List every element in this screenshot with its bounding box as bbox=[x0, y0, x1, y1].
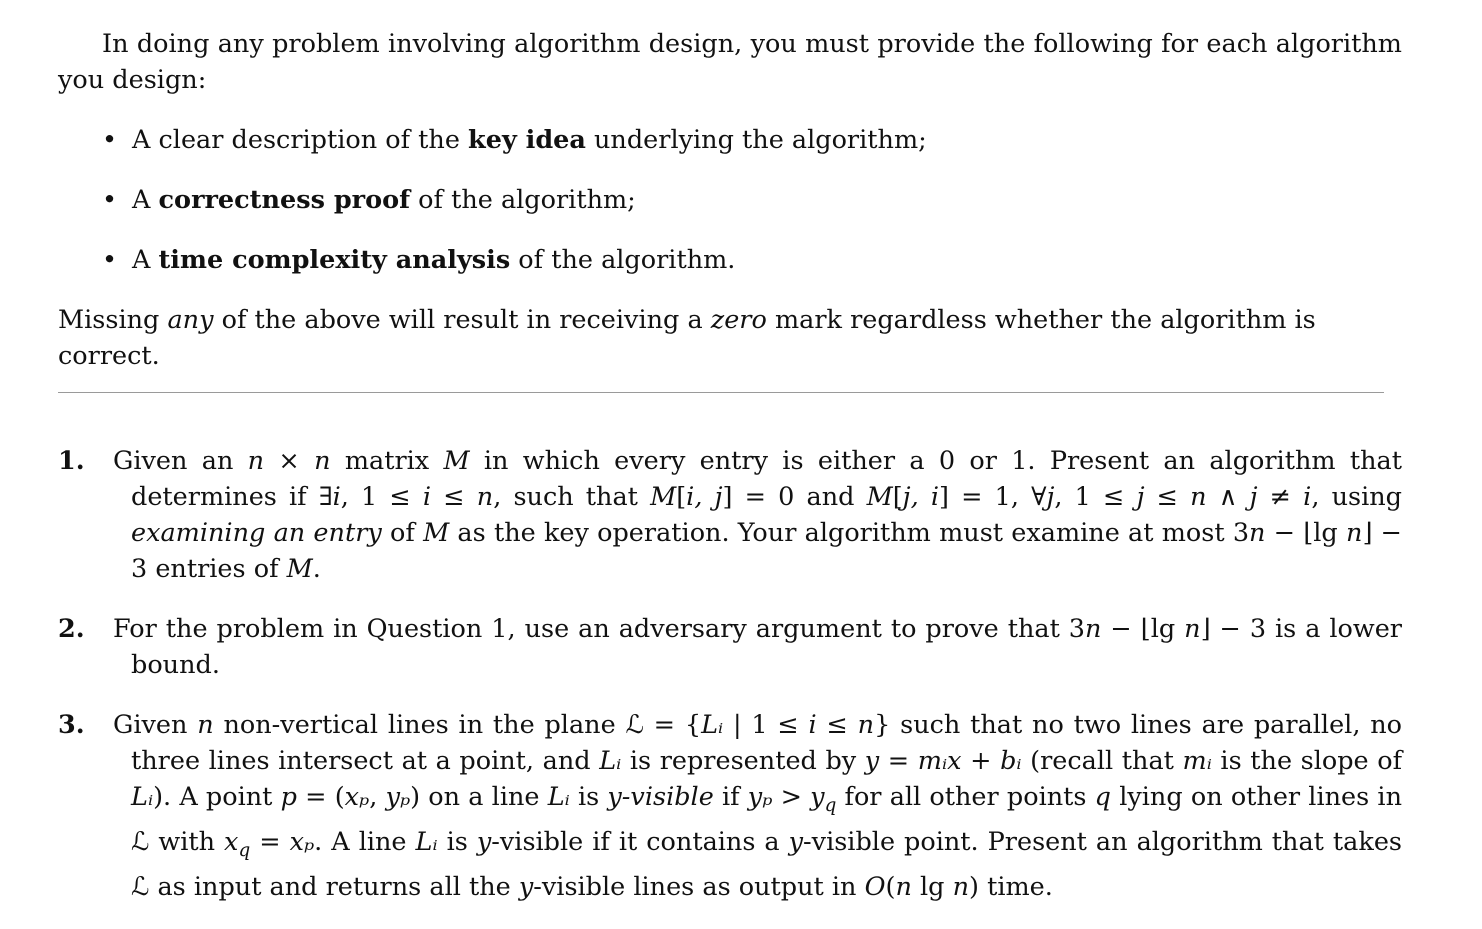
requirement-item: • A time complexity analysis of the algorithm. bbox=[132, 242, 1402, 278]
question-text-fragment: x bbox=[289, 827, 304, 858]
question-text-fragment: ᵢ bbox=[941, 746, 948, 776]
bullet-icon: • bbox=[102, 125, 118, 155]
question-text-fragment: M bbox=[443, 446, 470, 476]
question-text-fragment: (recall that bbox=[1021, 746, 1183, 776]
question-text-fragment: -visible point. Present an algorithm that takes bbox=[803, 827, 1403, 858]
question-text-fragment: ⌋ − 3 entries of bbox=[131, 518, 1402, 584]
question-text-fragment: i bbox=[1303, 482, 1312, 512]
question-text-fragment: ₚ bbox=[399, 782, 411, 812]
requirements-list bbox=[58, 122, 1402, 278]
question-text-fragment: y bbox=[810, 782, 825, 812]
question-text-fragment: L bbox=[547, 782, 565, 812]
question-text-fragment: ) time. bbox=[969, 872, 1053, 903]
question-text-fragment: i, j bbox=[686, 482, 723, 512]
question-text-fragment: if bbox=[713, 782, 748, 812]
question-text-fragment: y bbox=[385, 782, 400, 812]
question-text-fragment: ] = 0 and bbox=[722, 482, 867, 512]
question-text-fragment: y bbox=[476, 827, 492, 858]
question-text-fragment: L bbox=[131, 782, 148, 812]
question-text-fragment: , such that bbox=[493, 482, 651, 512]
question-text-fragment: − ⌊lg bbox=[1265, 518, 1346, 548]
question-text-fragment: ᵢ bbox=[616, 746, 622, 776]
question-text-fragment: q bbox=[1094, 782, 1111, 812]
question-text-fragment: L bbox=[415, 827, 433, 858]
question-text-fragment: ⌋ − 3 is a lower bound. bbox=[131, 614, 1402, 680]
question-text-fragment: Given bbox=[113, 710, 198, 740]
question-text-fragment: x bbox=[344, 782, 360, 812]
question-text-fragment: for all other points bbox=[836, 782, 1095, 812]
question-text-fragment: q bbox=[238, 840, 251, 862]
question-text-fragment: with bbox=[149, 827, 225, 858]
question-text-fragment: = ( bbox=[296, 782, 345, 812]
intro-paragraph: In doing any problem involving algorithm design, you must provide the following for each algorithm you design: bbox=[58, 29, 1402, 95]
question-text-fragment: M bbox=[650, 482, 677, 512]
question-text-fragment: ᵢ bbox=[147, 782, 154, 812]
question-text-fragment: is bbox=[569, 782, 608, 812]
question-text-fragment: m bbox=[1182, 746, 1207, 776]
question-text-fragment: , 1 ≤ bbox=[340, 482, 423, 512]
questions-list bbox=[58, 443, 1402, 905]
question-text-fragment: ₚ bbox=[359, 782, 370, 812]
question-text-fragment: ] = 1, ∀ bbox=[939, 482, 1047, 512]
question-text-fragment: ℒ bbox=[625, 710, 644, 740]
question-text-fragment: M bbox=[286, 554, 313, 584]
question-text-fragment: > bbox=[772, 782, 811, 812]
question-text-fragment: = bbox=[250, 827, 290, 858]
question-text-fragment: y bbox=[518, 872, 534, 903]
question-body bbox=[113, 707, 1403, 905]
question-text-fragment: y bbox=[864, 746, 880, 776]
question-text-fragment: L bbox=[701, 710, 718, 740]
question-text-fragment: ᵢ bbox=[432, 827, 438, 858]
question-text-fragment: p bbox=[280, 782, 297, 812]
document-page bbox=[58, 26, 1402, 929]
question-text-fragment: n bbox=[1184, 614, 1201, 644]
warning-paragraph: Missing any of the above will result in receiving a zero mark regardless whether the algorithm is correct. bbox=[58, 305, 1316, 371]
question-text-fragment: = { bbox=[643, 710, 702, 740]
question-text-fragment: n bbox=[952, 872, 970, 903]
question-number: 3. bbox=[58, 710, 85, 740]
question-text-fragment: n bbox=[314, 446, 331, 476]
question-text-fragment: n bbox=[895, 872, 912, 903]
question-text-fragment: is represented by bbox=[621, 746, 865, 776]
question-text-fragment: − ⌊lg bbox=[1101, 614, 1185, 644]
horizontal-divider bbox=[58, 392, 1384, 393]
question-text-fragment: ≠ bbox=[1257, 482, 1304, 512]
question-text-fragment: n bbox=[476, 482, 494, 512]
question-body bbox=[113, 611, 1402, 683]
question-text-fragment: -visible if it contains a bbox=[491, 827, 789, 858]
question-text-fragment: , 1 ≤ bbox=[1054, 482, 1137, 512]
question-text-fragment: ᵢ bbox=[564, 782, 570, 812]
question-text-fragment: | 1 ≤ bbox=[723, 710, 809, 740]
question-text-fragment: n bbox=[1249, 518, 1266, 548]
question-text-fragment: b bbox=[1000, 746, 1017, 776]
question-1 bbox=[58, 443, 1402, 587]
question-text-fragment: is bbox=[437, 827, 477, 858]
question-text-fragment: ≤ bbox=[816, 710, 858, 740]
question-text-fragment: Given an bbox=[113, 446, 248, 476]
question-body bbox=[113, 443, 1402, 587]
question-text-fragment: ). A point bbox=[153, 782, 281, 812]
question-text-fragment: , bbox=[369, 782, 386, 812]
question-2 bbox=[58, 611, 1402, 683]
question-text-fragment: m bbox=[917, 746, 942, 776]
question-text-fragment: is the slope of bbox=[1211, 746, 1403, 776]
question-text-fragment: ) on a line bbox=[410, 782, 548, 812]
question-number: 2. bbox=[58, 614, 85, 644]
question-text-fragment: as input and returns all the bbox=[149, 872, 519, 903]
bullet-icon: • bbox=[102, 245, 118, 275]
question-text-fragment: ᵢ bbox=[718, 710, 724, 740]
question-text-fragment: lg bbox=[911, 872, 953, 903]
question-text-fragment: i bbox=[332, 482, 341, 512]
question-text-fragment: × bbox=[264, 446, 315, 476]
question-text-fragment: n bbox=[1190, 482, 1207, 512]
question-text-fragment: . bbox=[312, 554, 321, 584]
question-text-fragment: y bbox=[788, 827, 804, 858]
requirement-item: • A clear description of the key idea underlying the algorithm; bbox=[132, 122, 1402, 158]
question-text-fragment: in which every entry is either a 0 or 1. Present an algorithm that determines if ∃ bbox=[131, 446, 1402, 512]
question-text-fragment: } such that no two lines are parallel, no three lines intersect at a point, and bbox=[131, 710, 1403, 776]
question-text-fragment: n bbox=[1085, 614, 1102, 644]
question-text-fragment: L bbox=[599, 746, 617, 776]
bullet-icon: • bbox=[102, 185, 118, 215]
question-text-fragment: y bbox=[747, 782, 763, 812]
question-text-fragment: ≤ bbox=[1144, 482, 1191, 512]
question-text-fragment: M bbox=[423, 518, 450, 548]
question-text-fragment: ℒ bbox=[131, 872, 150, 903]
question-text-fragment: y-visible bbox=[607, 782, 714, 812]
question-text-fragment: ᵢ bbox=[1206, 746, 1212, 776]
question-text-fragment: [ bbox=[676, 482, 687, 512]
question-text-fragment: j bbox=[1136, 482, 1145, 512]
question-text-fragment: ₚ bbox=[762, 782, 773, 812]
question-text-fragment: ≤ bbox=[431, 482, 477, 512]
question-text-fragment: For the problem in Question 1, use an adversary argument to prove that 3 bbox=[113, 614, 1086, 644]
question-text-fragment: x bbox=[224, 827, 239, 858]
question-text-fragment: n bbox=[857, 710, 875, 740]
question-text-fragment: + bbox=[961, 746, 1001, 776]
question-number: 1. bbox=[58, 446, 85, 476]
question-text-fragment: ᵢ bbox=[1016, 746, 1022, 776]
question-text-fragment: non-vertical lines in the plane bbox=[213, 710, 626, 740]
question-text-fragment: i bbox=[422, 482, 432, 512]
question-text-fragment: n bbox=[247, 446, 265, 476]
question-text-fragment: n bbox=[1346, 518, 1363, 548]
question-text-fragment: = bbox=[879, 746, 918, 776]
question-text-fragment: ₚ bbox=[303, 827, 315, 858]
question-text-fragment: , using bbox=[1311, 482, 1402, 512]
question-text-fragment: j bbox=[1046, 482, 1055, 512]
question-text-fragment: -visible lines as output in bbox=[533, 872, 865, 903]
question-text-fragment: n bbox=[197, 710, 214, 740]
question-text-fragment: j, i bbox=[902, 482, 939, 512]
question-text-fragment: M bbox=[866, 482, 893, 512]
question-text-fragment: matrix bbox=[330, 446, 444, 476]
question-text-fragment: ( bbox=[885, 872, 896, 903]
question-3 bbox=[58, 707, 1402, 905]
question-text-fragment: as the key operation. Your algorithm must examine at most 3 bbox=[449, 518, 1250, 548]
requirement-item: • A correctness proof of the algorithm; bbox=[132, 182, 1402, 218]
question-text-fragment: of bbox=[381, 518, 424, 548]
question-text-fragment: ∧ bbox=[1206, 482, 1250, 512]
question-text-fragment: O bbox=[864, 872, 886, 903]
question-text-fragment: lying on other lines in bbox=[1111, 782, 1402, 812]
question-text-fragment: examining an entry bbox=[131, 518, 382, 548]
question-text-fragment: . A line bbox=[314, 827, 416, 858]
question-text-fragment: j bbox=[1249, 482, 1258, 512]
question-text-fragment: [ bbox=[892, 482, 903, 512]
question-text-fragment: q bbox=[824, 795, 837, 817]
question-text-fragment: x bbox=[947, 746, 962, 776]
question-text-fragment: ℒ bbox=[131, 827, 150, 858]
question-text-fragment: i bbox=[808, 710, 817, 740]
